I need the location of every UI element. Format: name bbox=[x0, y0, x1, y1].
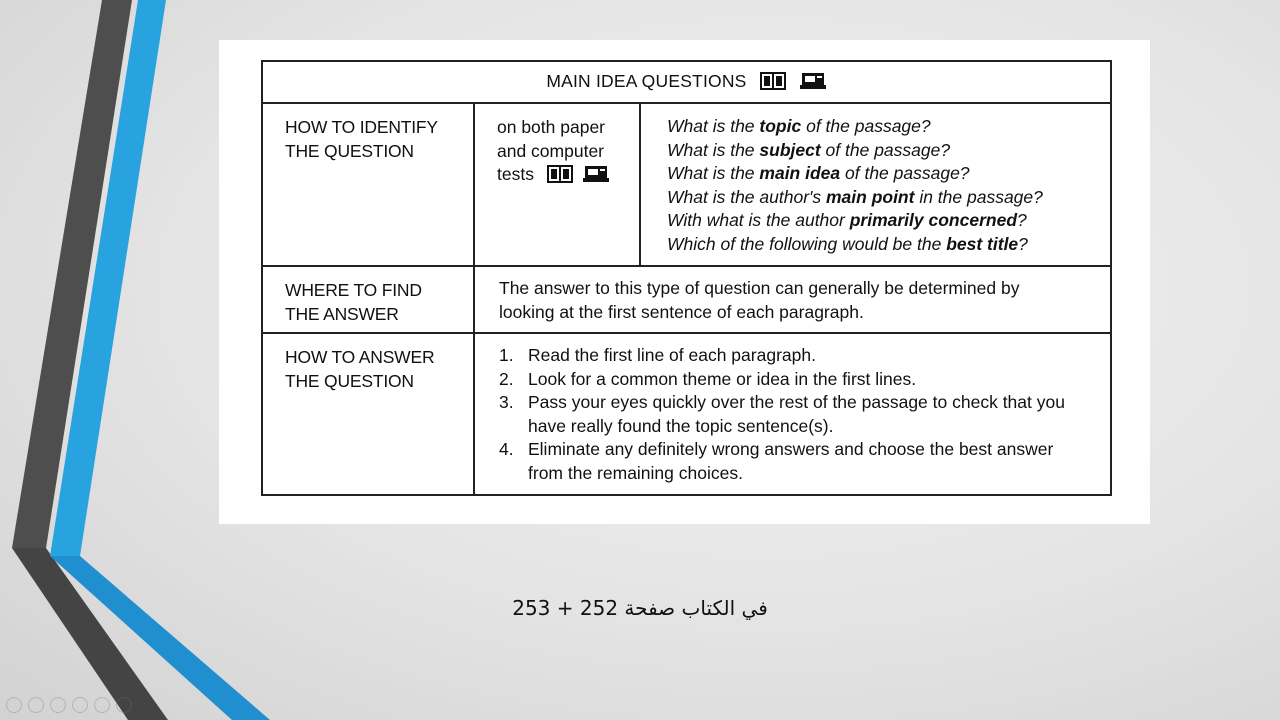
answer-label-line: THE QUESTION bbox=[285, 370, 414, 391]
answer-step: 3. Pass your eyes quickly over the rest of the passage to check that you have really found the topic sentence(s). bbox=[499, 392, 1065, 436]
previous-slide-icon[interactable] bbox=[6, 697, 22, 713]
question-example: With what is the author primarily concerned? bbox=[667, 210, 1027, 231]
identify-label-line: HOW TO IDENTIFY bbox=[285, 117, 438, 138]
slides-overview-icon[interactable] bbox=[72, 697, 88, 713]
find-label-line: WHERE TO FIND bbox=[285, 280, 422, 301]
next-slide-icon[interactable] bbox=[28, 697, 44, 713]
slide-image-card bbox=[219, 40, 1150, 524]
question-examples-cell bbox=[640, 103, 1111, 266]
zoom-icon[interactable] bbox=[94, 697, 110, 713]
test-type-cell bbox=[474, 103, 640, 266]
paper-test-icon bbox=[547, 165, 573, 183]
table-title-cell bbox=[262, 61, 1111, 103]
question-example: What is the topic of the passage? bbox=[667, 116, 931, 137]
find-answer-line: The answer to this type of question can generally be determined by bbox=[499, 278, 1020, 299]
identify-label-cell bbox=[262, 103, 474, 266]
more-options-icon[interactable] bbox=[116, 697, 132, 713]
answer-label-cell bbox=[262, 333, 474, 495]
question-example: What is the author's main point in the passage? bbox=[667, 186, 1043, 207]
test-type-line: and computer bbox=[497, 140, 605, 161]
slide-caption: في الكتاب صفحة 252 + 253 bbox=[512, 596, 768, 620]
answer-steps-cell bbox=[474, 333, 1111, 495]
find-answer-line: looking at the first sentence of each paragraph. bbox=[499, 301, 864, 322]
paper-test-icon bbox=[760, 72, 786, 90]
answer-step: 2. Look for a common theme or idea in the first lines. bbox=[499, 368, 917, 389]
main-idea-table bbox=[261, 60, 1112, 496]
answer-step: 1. Read the first line of each paragraph. bbox=[499, 345, 816, 366]
question-example: What is the main idea of the passage? bbox=[667, 163, 970, 184]
computer-test-icon bbox=[582, 165, 610, 183]
test-type-line: tests bbox=[497, 164, 534, 185]
question-example: Which of the following would be the best title? bbox=[667, 233, 1028, 254]
answer-label-line: HOW TO ANSWER bbox=[285, 347, 435, 368]
find-answer-text-cell bbox=[474, 266, 1111, 333]
question-example: What is the subject of the passage? bbox=[667, 139, 951, 160]
find-answer-label-cell bbox=[262, 266, 474, 333]
slideshow-toolbar[interactable] bbox=[6, 697, 132, 715]
computer-test-icon bbox=[799, 72, 827, 90]
pen-icon[interactable] bbox=[50, 697, 66, 713]
identify-label-line: THE QUESTION bbox=[285, 140, 414, 161]
answer-step: 4. Eliminate any definitely wrong answers and choose the best answer from the remaining choices. bbox=[499, 439, 1054, 483]
find-label-line: THE ANSWER bbox=[285, 303, 399, 324]
table-title: MAIN IDEA QUESTIONS bbox=[546, 71, 747, 92]
test-type-line: on both paper bbox=[497, 117, 606, 138]
